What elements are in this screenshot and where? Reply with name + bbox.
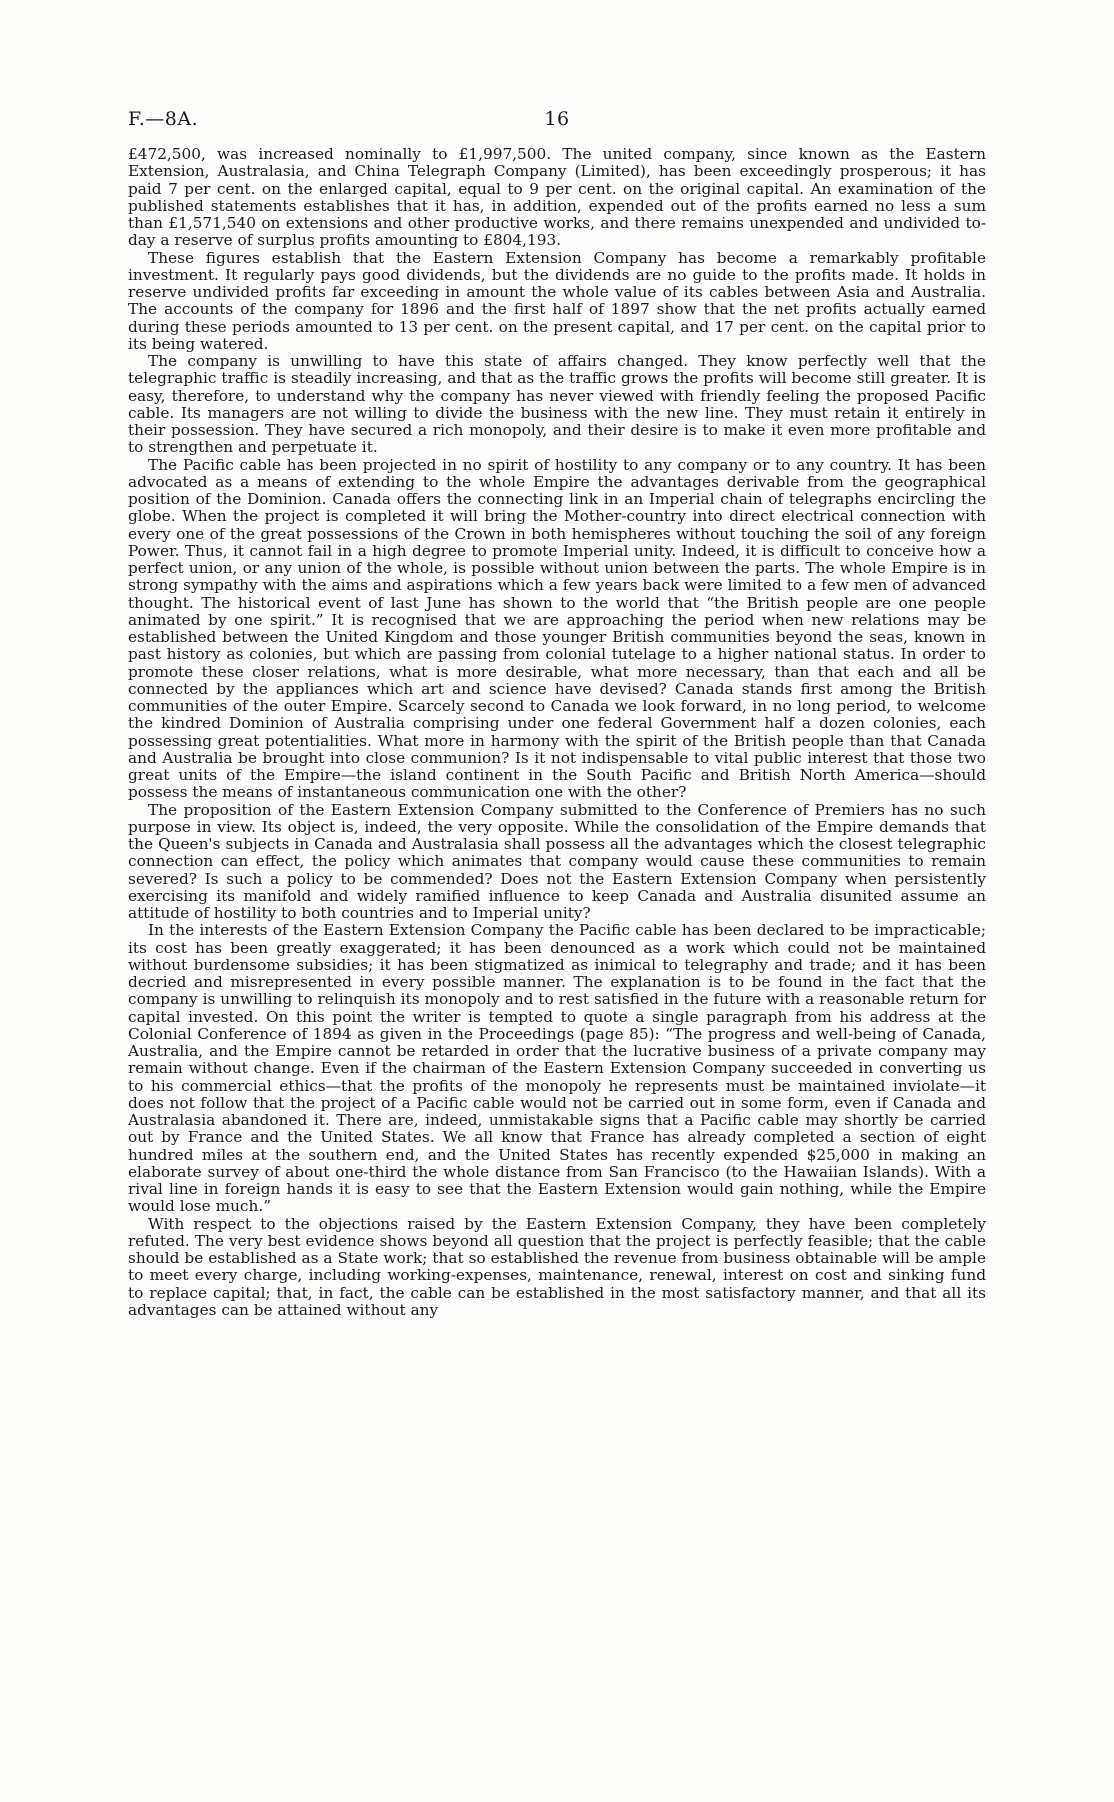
body-text <box>128 146 986 1319</box>
page-number: 16 <box>544 108 570 130</box>
paragraph: These figures establish that the Eastern Extension Company has become a remarkably profitable investment. It regularly pays good dividends, but the dividends are no guide to the profits made. It holds in reserve undivided profits far exceeding in amount the whole value of its cables between Asia and Australia. The accounts of the company for 1896 and the first half of 1897 show that the net profits actually earned during these periods amounted to 13 per cent. on the present capital, and 17 per cent. on the capital prior to its being watered. <box>128 248 986 353</box>
paragraph: With respect to the objections raised by the Eastern Extension Company, they have been completely refuted. The very best evidence shows beyond all question that the project is perfectly feasible; that the cable should be established as a State work; that so established the revenue from business obtainable will be ample to meet every charge, including working-expenses, maintenance, renewal, interest on cost and sinking fund to replace capital; that, in fact, the cable can be established in the most satisfactory manner, and that all its advantages can be attained without any <box>128 1214 986 1319</box>
paragraph: £472,500, was increased nominally to £1,997,500. The united company, since known as the Eastern Extension, Australasia, and China Telegraph Company (Limited), has been exceedingly prosperous; it has paid 7 per cent. on the enlarged capital, equal to 9 per cent. on the original capital. An examination of the published statements establishes that it has, in addition, expended out of the profits earned no less a sum than £1,571,540 on extensions and other productive works, and there remains unexpended and undivided to-day a reserve of surplus profits amounting to £804,193. <box>128 145 986 250</box>
paragraph: The Pacific cable has been projected in no spirit of hostility to any company or to any country. It has been advocated as a means of extending to the whole Empire the advantages derivable from the geographical position of the Dominion. Canada offers the connecting link in an Imperial chain of telegraphs encircling the globe. When the project is completed it will bring the Mother-country into direct electrical connection with every one of the great possessions of the Crown in both hemispheres without touching the soil of any foreign Power. Thus, it cannot fail in a high degree to promote Imperial unity. Indeed, it is difficult to conceive how a perfect union, or any union of the whole, is possible without union between the parts. The whole Empire is in strong sympathy with the aims and aspirations which a few years back were limited to a few men of advanced thought. The historical event of last June has shown to the world that “the British people are one people animated by one spirit.” It is recognised that we are approaching the period when new relations may be established between the United Kingdom and those younger British communities beyond the seas, known in past history as colonies, but which are passing from colonial tutelage to a higher national status. In order to promote these closer relations, what is more desirable, what more necessary, than that each and all be connected by the appliances which art and science have devised? Canada stands first among the British communities of the outer Empire. Scarcely second to Canada we look forward, in no long period, to welcome the kindred Dominion of Australia comprising under one federal Government half a dozen colonies, each possessing great potentialities. What more in harmony with the spirit of the British people than that Canada and Australia be brought into close communion? Is it not indispensable to vital public interest that those two great units of the Empire—the island continent in the South Pacific and British North America—should possess the means of instantaneous communication one with the other? <box>128 455 986 802</box>
document-reference: F.—8A. <box>128 108 199 130</box>
paragraph: The proposition of the Eastern Extension Company submitted to the Conference of Premiers has no such purpose in view. Its object is, indeed, the very opposite. While the consolidation of the Empire demands that the Queen's subjects in Canada and Australasia shall possess all the advantages which the closest telegraphic connection can effect, the policy which animates that company would cause these communities to remain severed? Is such a policy to be commended? Does not the Eastern Extension Company when persistently exercising its manifold and widely ramified influence to keep Canada and Australia disunited assume an attitude of hostility to both countries and to Imperial unity? <box>128 800 986 922</box>
page-header <box>128 108 986 138</box>
paragraph: In the interests of the Eastern Extension Company the Pacific cable has been declared to be impracticable; its cost has been greatly exaggerated; it has been denounced as a work which could not be maintained without burdensome subsidies; it has been stigmatized as inimical to telegraphy and trade; and it has been decried and misrepresented in every possible manner. The explanation is to be found in the fact that the company is unwilling to relinquish its monopoly and to rest satisfied in the future with a reasonable return for capital invested. On this point the writer is tempted to quote a single paragraph from his address at the Colonial Conference of 1894 as given in the Proceedings (page 85): “The progress and well-being of Canada, Australia, and the Empire cannot be retarded in order that the lucrative business of a private company may remain without change. Even if the chairman of the Eastern Extension Company succeeded in converting us to his commercial ethics—that the profits of the monopoly he represents must be maintained inviolate—it does not follow that the project of a Pacific cable would not be carried out in some form, even if Canada and Australasia abandoned it. There are, indeed, unmistakable signs that a Pacific cable may shortly be carried out by France and the United States. We all know that France has already completed a section of eight hundred miles at the southern end, and the United States has recently expended $25,000 in making an elaborate survey of about one-third the whole distance from San Francisco (to the Hawaiian Islands). With a rival line in foreign hands it is easy to see that the Eastern Extension would gain nothing, while the Empire would lose much.” <box>128 921 986 1216</box>
paragraph: The company is unwilling to have this state of affairs changed. They know perfectly well that the telegraphic traffic is steadily increasing, and that as the traffic grows the profits will become still greater. It is easy, therefore, to understand why the company has never viewed with friendly feeling the proposed Pacific cable. Its managers are not willing to divide the business with the new line. They must retain it entirely in their possession. They have secured a rich monopoly, and their desire is to make it even more profitable and to strengthen and perpetuate it. <box>128 352 986 457</box>
